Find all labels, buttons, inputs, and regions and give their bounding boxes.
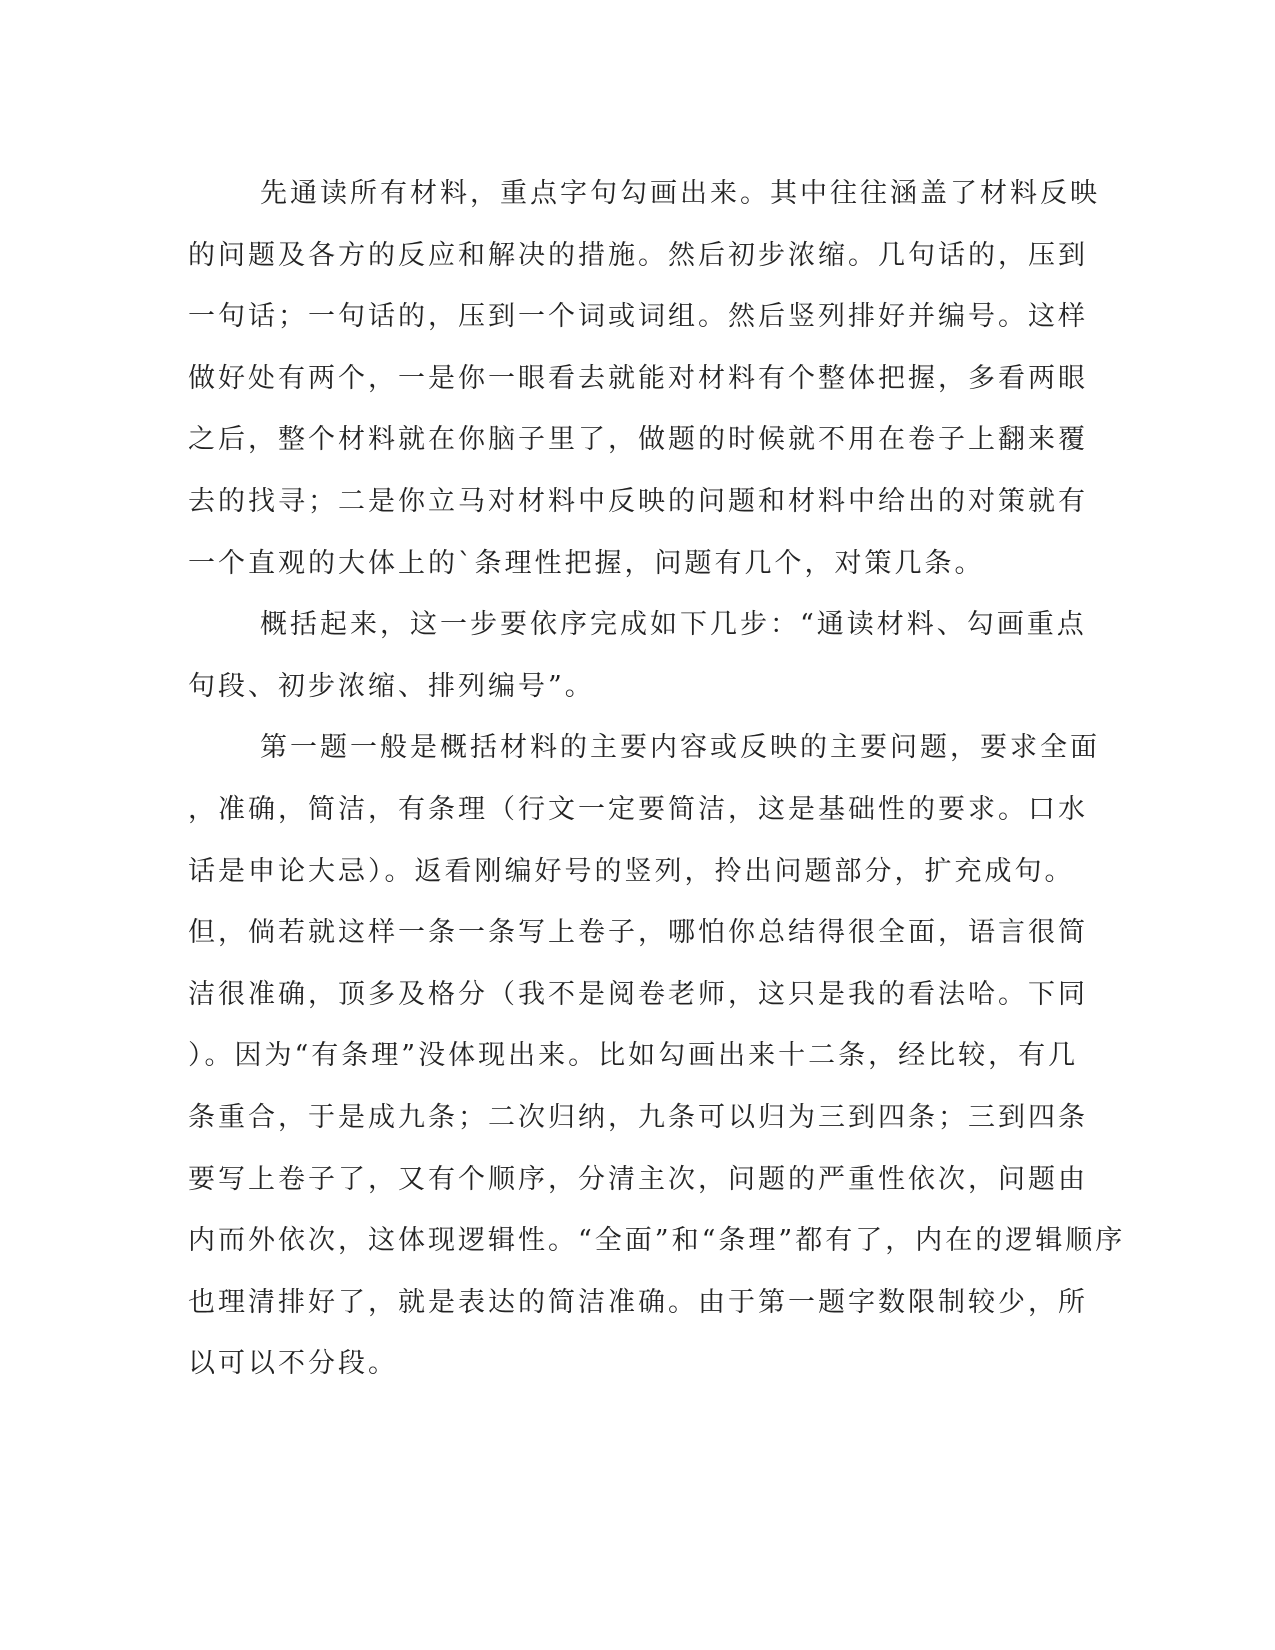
paragraph-line: 做好处有两个，一是你一眼看去就能对材料有个整体把握，多看两眼 [188, 362, 1088, 394]
paragraph-line: 的问题及各方的反应和解决的措施。然后初步浓缩。几句话的，压到 [188, 239, 1088, 271]
paragraph-line: 一句话；一句话的，压到一个词或词组。然后竖列排好并编号。这样 [188, 301, 1088, 333]
paragraph-line: ，准确，简洁，有条理（行文一定要简洁，这是基础性的要求。口水 [188, 793, 1088, 825]
paragraph-line: 以可以不分段。 [188, 1348, 398, 1380]
paragraph-line: 句段、初步浓缩、排列编号”。 [188, 670, 595, 702]
paragraph-1 [188, 163, 1100, 594]
paragraph-line: 第一题一般是概括材料的主要内容或反映的主要问题，要求全面 [260, 732, 1100, 764]
paragraph-line: 之后，整个材料就在你脑子里了，做题的时候就不用在卷子上翻来覆 [188, 424, 1088, 456]
paragraph-line: 也理清排好了，就是表达的简洁准确。由于第一题字数限制较少，所 [188, 1286, 1088, 1318]
paragraph-line: 内而外依次，这体现逻辑性。“全面”和“条理”都有了，内在的逻辑顺序 [188, 1225, 1126, 1257]
paragraph-line: 先通读所有材料，重点字句勾画出来。其中往往涵盖了材料反映 [260, 178, 1100, 209]
paragraph-2 [188, 594, 1088, 717]
paragraph-3 [188, 717, 1126, 1395]
document-body [188, 163, 1126, 1395]
paragraph-line: 洁很准确，顶多及格分（我不是阅卷老师，这只是我的看法哈。下同 [188, 978, 1088, 1010]
paragraph-line: 一个直观的大体上的`条理性把握，问题有几个，对策几条。 [188, 547, 985, 579]
paragraph-line: 条重合，于是成九条；二次归纳，九条可以归为三到四条；三到四条 [188, 1101, 1088, 1133]
paragraph-line: 话是申论大忌）。返看刚编好号的竖列，拎出问题部分，扩充成句。 [188, 855, 1075, 887]
paragraph-line: 概括起来，这一步要依序完成如下几步：“通读材料、勾画重点 [260, 609, 1087, 641]
paragraph-line: ）。因为“有条理”没体现出来。比如勾画出来十二条，经比较，有几 [188, 1040, 1079, 1072]
paragraph-line: 去的找寻；二是你立马对材料中反映的问题和材料中给出的对策就有 [188, 485, 1088, 517]
paragraph-line: 但，倘若就这样一条一条写上卷子，哪怕你总结得很全面，语言很简 [188, 917, 1088, 949]
paragraph-line: 要写上卷子了，又有个顺序，分清主次，问题的严重性依次，问题由 [188, 1163, 1088, 1195]
